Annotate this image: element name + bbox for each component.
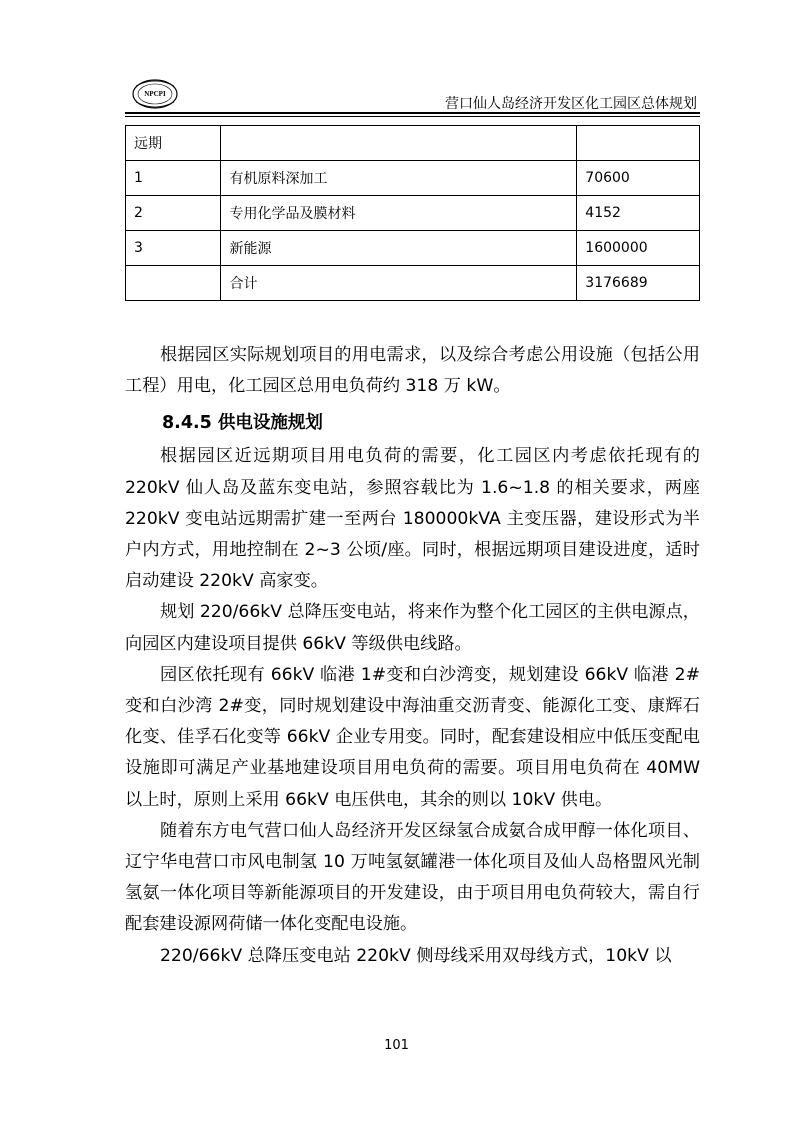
section-heading: 8.4.5 供电设施规划 xyxy=(162,413,323,434)
table-cell: 3 xyxy=(126,231,221,266)
paragraph: 根据园区近远期项目用电负荷的需要，化工园区内考虑依托现有的 220kV 仙人岛及蓝东变电站，参照容载比为 1.6~1.8 的相关要求，两座 220kV 变电站远期需扩建一至两台 180000kVA 主变压器，建设形式为半户内方式，用地控制在 2~3 公顷/座。同时，根据远期项目建设进度，适时启动建设 220kV 高家变。 xyxy=(125,446,700,592)
table-cell xyxy=(220,126,577,161)
table-row xyxy=(126,161,700,196)
table-cell: 3176689 xyxy=(577,266,700,301)
power-load-table xyxy=(125,125,700,301)
table-row xyxy=(126,231,700,266)
table-cell xyxy=(577,126,700,161)
paragraph: 随着东方电气营口仙人岛经济开发区绿氢合成氨合成甲醇一体化项目、辽宁华电营口市风电制氢 10 万吨氢氨罐港一体化项目及仙人岛格盟风光制氢氨一体化项目等新能源项目的开发建设，由于项目用电负荷较大，需自行配套建设源网荷储一体化变配电设施。 xyxy=(125,820,700,935)
table-cell: 专用化学品及膜材料 xyxy=(220,196,577,231)
paragraph: 规划 220/66kV 总降压变电站，将来作为整个化工园区的主供电源点，向园区内建设项目提供 66kV 等级供电线路。 xyxy=(125,602,700,654)
paragraph: 220/66kV 总降压变电站 220kV 侧母线采用双母线方式，10kV 以 xyxy=(160,945,672,966)
table-row xyxy=(126,266,700,301)
table-cell: 2 xyxy=(126,196,221,231)
table-cell: 70600 xyxy=(577,161,700,196)
table-cell: 新能源 xyxy=(220,231,577,266)
header-rule xyxy=(125,112,700,114)
table-cell: 合计 xyxy=(220,266,577,301)
logo-text: NPCPI xyxy=(144,90,166,98)
table-cell: 4152 xyxy=(577,196,700,231)
table-row xyxy=(126,126,700,161)
header-rule-thin xyxy=(125,116,700,117)
table-cell: 有机原料深加工 xyxy=(220,161,577,196)
table-row xyxy=(126,196,700,231)
table-cell: 远期 xyxy=(126,126,221,161)
company-logo xyxy=(130,76,180,112)
table-cell: 1 xyxy=(126,161,221,196)
document-header-title: 营口仙人岛经济开发区化工园区总体规划 xyxy=(445,96,697,112)
page-number: 101 xyxy=(384,1038,409,1053)
paragraph: 根据园区实际规划项目的用电需求，以及综合考虑公用设施（包括公用工程）用电，化工园区总用电负荷约 318 万 kW。 xyxy=(125,345,700,397)
table-cell: 1600000 xyxy=(577,231,700,266)
paragraph: 园区依托现有 66kV 临港 1#变和白沙湾变，规划建设 66kV 临港 2#变和白沙湾 2#变，同时规划建设中海油重交沥青变、能源化工变、康辉石化变、佳孚石化变等 66kV 企业专用变。同时，配套建设相应中低压变配电设施即可满足产业基地建设项目用电负荷的需要。项目用电负荷在 40MW 以上时，原则上采用 66kV 电压供电，其余的则以 10kV 供电。 xyxy=(125,664,700,810)
table-cell xyxy=(126,266,221,301)
body-content xyxy=(125,340,700,972)
